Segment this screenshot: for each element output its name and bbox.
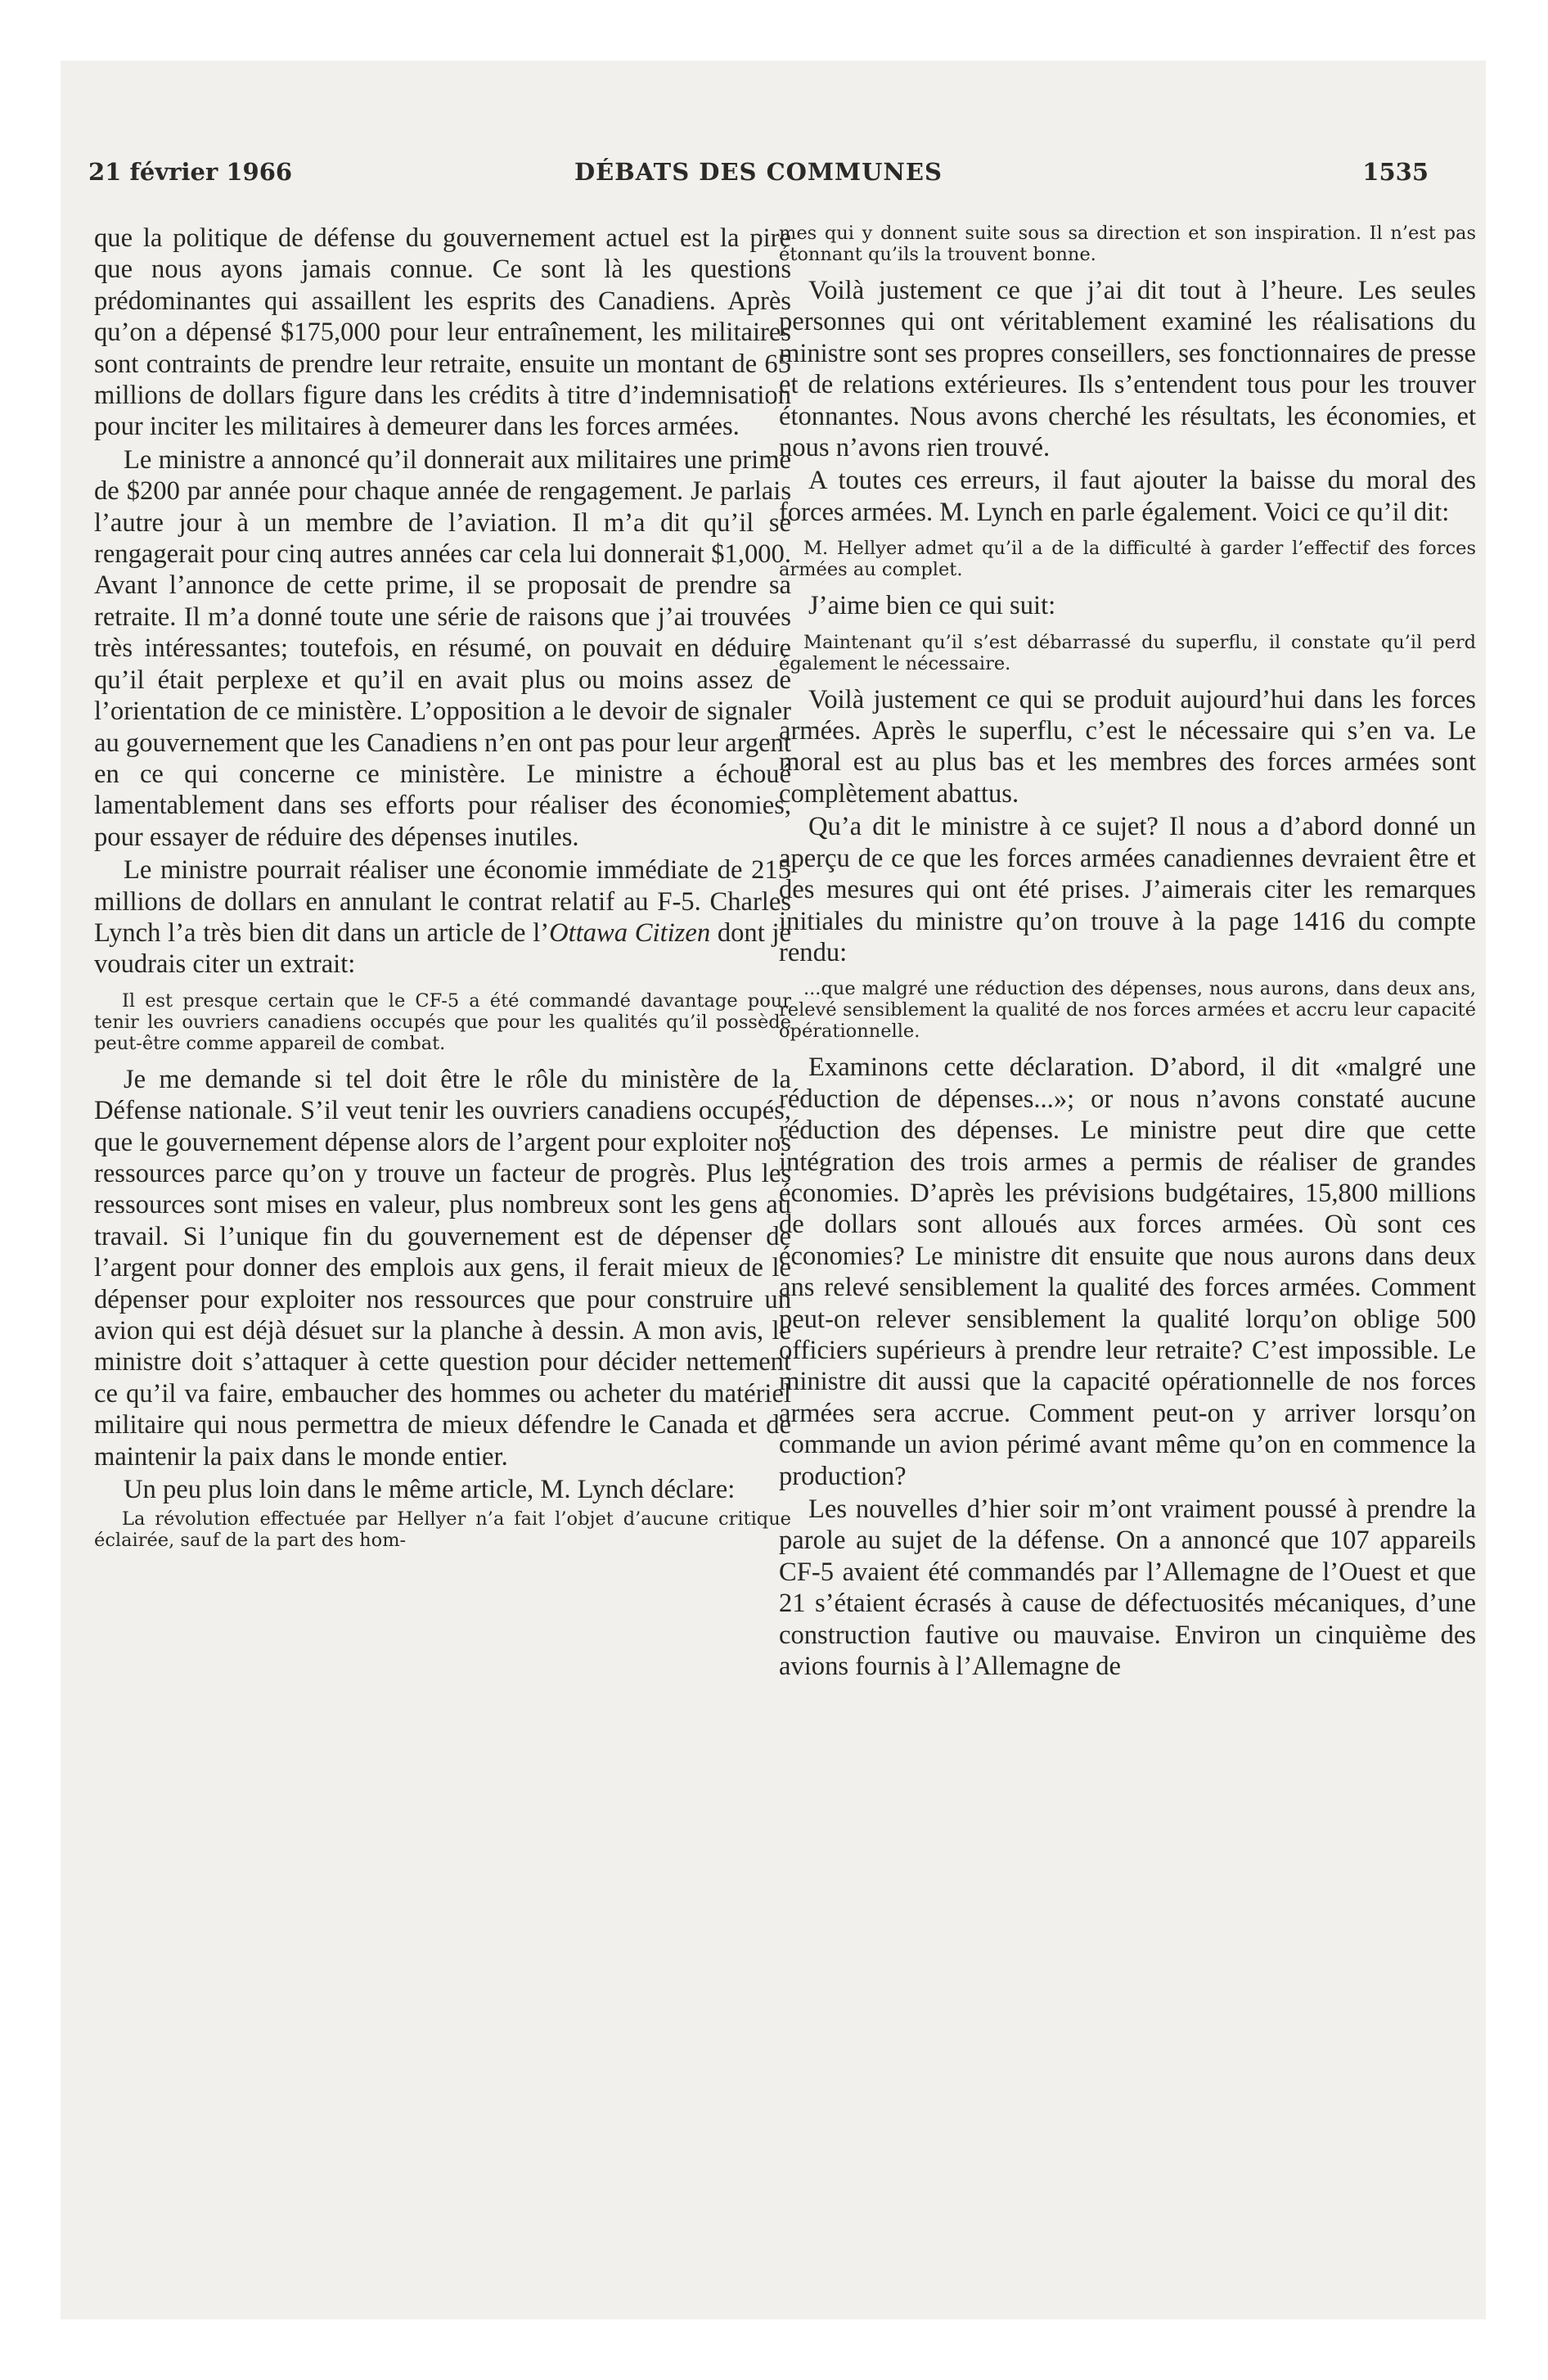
paragraph: Un peu plus loin dans le même article, M. Lynch déclare: <box>124 1475 736 1505</box>
page-number: 1535 <box>1362 158 1429 186</box>
right-column <box>779 223 1476 1682</box>
block-quote: Maintenant qu’il s’est débarrassé du superflu, il constate qu’il perd également le nécessaire. <box>779 631 1476 674</box>
paragraph-text: Le ministre pourrait réaliser une économie immédiate de 215 millions de dollars en annulant le contrat relatif au F-5. Charles Lynch l’a très bien dit dans un article de l’ <box>94 855 791 948</box>
left-column <box>94 223 791 1561</box>
paragraph: Je me demande si tel doit être le rôle du ministère de la Défense nationale. S’il veut tenir les ouvriers canadiens occupés, que le gouvernement dépense alors de l’argent pour exploiter nos ressources parce qu’on y trouve un facteur de progrès. Plus les ressources sont mises en valeur, plus nombreux sont les gens au travail. Si l’unique fin du gouvernement est de dépenser de l’argent pour donner des emplois aux gens, il ferait mieux de le dépenser pour exploiter nos ressources que pour construire un avion qui est déjà désuet sur la planche à dessin. A mon avis, le ministre doit s’attaquer à cette question pour décider nettement ce qu’il va faire, embaucher des hommes ou acheter du matériel militaire qui nous permettra de mieux défendre le Canada et de maintenir la paix dans le monde entier. <box>94 1064 791 1472</box>
header-date: 21 février 1966 <box>88 158 293 186</box>
paragraph-text: dont je voudrais citer un extrait: <box>94 917 791 980</box>
paragraph: Le ministre a annoncé qu’il donnerait aux militaires une prime de $200 par année pour chaque année de rengagement. Je parlais l’autre jour à un membre de l’aviation. Il m’a dit qu’il se rengagerait pour cinq autres années car cela lui donnerait $1,000. Avant l’annonce de cette prime, il se proposait de prendre sa retraite. Il m’a donné toute une série de raisons que j’ai trouvées très intéressantes; toutefois, en résumé, on pouvait en déduire qu’il était perplexe et qu’il en avait plus ou moins assez de l’orientation de ce ministère. L’opposition a le devoir de signaler au gouvernement que les Canadiens n’en ont pas pour leur argent en ce qui concerne ce ministère. Le ministre a échoué lamentablement dans ses efforts pour réaliser des économies, pour essayer de réduire des dépenses inutiles. <box>94 444 791 852</box>
block-quote: M. Hellyer admet qu’il a de la difficulté à garder l’effectif des forces armées au complet. <box>779 538 1476 581</box>
paragraph-with-citation <box>94 854 791 980</box>
paragraph: J’aime bien ce qui suit: <box>808 591 1056 621</box>
block-quote: La révolution effectuée par Hellyer n’a fait l’objet d’aucune critique éclairée, sauf de la part des hom- <box>94 1508 791 1552</box>
newspaper-title: Ottawa Citizen <box>549 917 711 948</box>
header-title: DÉBATS DES COMMUNES <box>574 158 943 186</box>
paragraph: Voilà justement ce que j’ai dit tout à l’heure. Les seules personnes qui ont véritablement examiné les réalisations du ministre sont ses propres conseillers, ses fonctionnaires de presse et de relations extérieures. Ils s’entendent tous pour les trouver étonnantes. Nous avons cherché les résultats, les économies, et nous n’avons rien trouvé. <box>779 276 1476 463</box>
paragraph: Qu’a dit le ministre à ce sujet? Il nous a d’abord donné un aperçu de ce que les forces armées canadiennes devraient être et des mesures qui ont été prises. J’aimerais citer les remarques initiales du ministre qu’on trouve à la page 1416 du compte rendu: <box>779 812 1476 967</box>
paragraph: que la politique de défense du gouvernement actuel est la pire que nous ayons jamais connue. Ce sont là les questions prédominantes qui assaillent les esprits des Canadiens. Après qu’on a dépensé $175,000 pour leur entraînement, les militaires sont contraints de prendre leur retraite, ensuite un montant de 65 millions de dollars figure dans les crédits à titre d’indemnisation pour inciter les militaires à demeurer dans les forces armées. <box>94 223 791 442</box>
paragraph: A toutes ces erreurs, il faut ajouter la baisse du moral des forces armées. M. Lynch en parle également. Voici ce qu’il dit: <box>779 466 1476 527</box>
paragraph: Les nouvelles d’hier soir m’ont vraiment poussé à prendre la parole au sujet de la défense. On a annoncé que 107 appareils CF-5 avaient été commandés par l’Allemagne de l’Ouest et que 21 s’étaient écrasés à cause de défectuosités mécaniques, d’une construction fautive ou mauvaise. Environ un cinquième des avions fournis à l’Allemagne de <box>779 1494 1476 1682</box>
page-header <box>88 151 1429 192</box>
paragraph: Voilà justement ce qui se produit aujourd’hui dans les forces armées. Après le superflu, c’est le nécessaire qui s’en va. Le moral est au plus bas et les membres des forces armées sont complètement abattus. <box>779 684 1476 809</box>
paragraph: Examinons cette déclaration. D’abord, il dit «malgré une réduction de dépenses...»; or nous n’avons constaté aucune réduction des dépenses. Le ministre peut dire que cette intégration des trois armes a permis de réaliser de grandes économies. D’après les prévisions budgétaires, 15,800 millions de dollars sont alloués aux forces armées. Où sont ces économies? Le ministre dit ensuite que nous aurons dans deux ans relevé sensiblement la qualité des forces armées. Comment peut-on relever sensiblement la qualité lorqu’on oblige 500 officiers supérieurs à prendre leur retraite? C’est impossible. Le ministre dit aussi que la capacité opérationnelle de nos forces armées sera accrue. Comment peut-on y arriver lorsqu’on commande un avion périmé avant même qu’on en commence la production? <box>779 1053 1476 1491</box>
block-quote: Il est presque certain que le CF-5 a été commandé davantage pour tenir les ouvriers canadiens occupés que pour les qualités qu’il possède peut-être comme appareil de combat. <box>94 989 791 1054</box>
block-quote: ...que malgré une réduction des dépenses, nous aurons, dans deux ans, relevé sensiblement la qualité de nos forces armées et accru leur capacité opérationnelle. <box>779 978 1476 1043</box>
block-quote-continued: mes qui y donnent suite sous sa direction et son inspiration. Il n’est pas étonnant qu’ils la trouvent bonne. <box>779 223 1476 265</box>
